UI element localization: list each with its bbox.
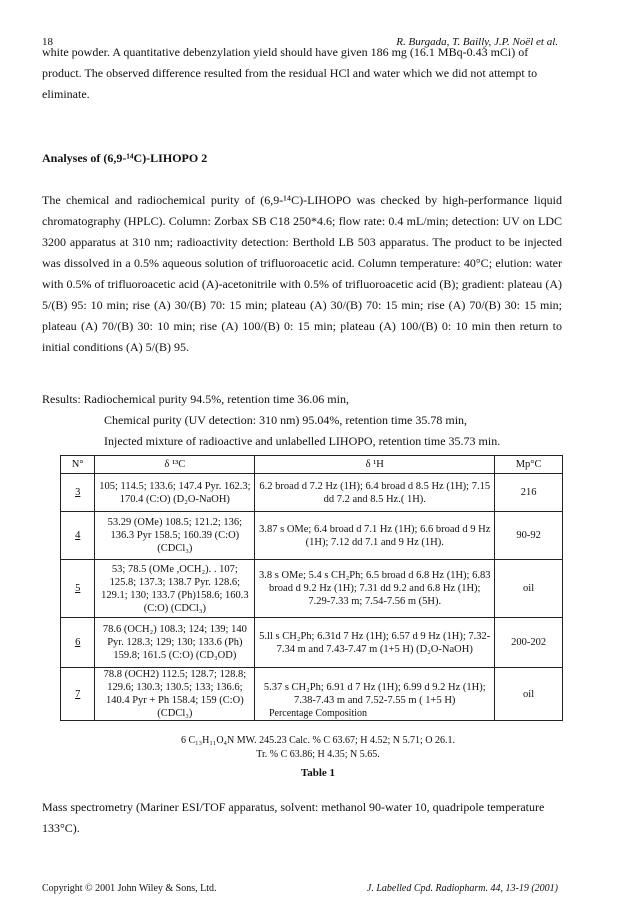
- footer-journal: J. Labelled Cpd. Radiopharm. 44, 13-19 (2001): [366, 883, 558, 894]
- col-header-n: N°: [61, 456, 95, 474]
- results-block: [42, 389, 562, 452]
- h1-shifts: 3.87 s OMe; 6.4 broad d 7.1 Hz (1H); 6.6 broad d 9 Hz (1H); 7.12 dd 7.1 and 9 Hz (1H).: [255, 512, 495, 560]
- results-line-3: Injected mixture of radioactive and unlabelled LIHOPO, retention time 35.73 min.: [104, 434, 501, 448]
- footer-copyright: Copyright © 2001 John Wiley & Sons, Ltd.: [42, 883, 217, 894]
- h1-shifts: 6.2 broad d 7.2 Hz (1H); 6.4 broad d 8.5 Hz (1H); 7.15 dd 7.2 and 8.5 Hz.( 1H).: [255, 474, 495, 512]
- page-number: 18: [42, 36, 53, 48]
- compound-number: 5: [61, 560, 95, 618]
- table-row: [61, 560, 563, 618]
- h1-shifts: 3.8 s OMe; 5.4 s CH₂Ph; 6.5 broad d 6.8 Hz (1H); 6.83 broad d 9.2 Hz (1H); 7.31 dd 9.2 and 6.8 Hz (1H); 7.29-7.33 m; 7.54-7.56 m (5H).: [255, 560, 495, 618]
- h1-shifts: 5.37 s CH₂Ph; 6.91 d 7 Hz (1H); 6.99 d 9.2 Hz (1H); 7.38-7.43 m and 7.52-7.55 m ( 1+5 H): [255, 668, 495, 721]
- paragraph-mass-spec: Mass spectrometry (Mariner ESI/TOF apparatus, solvent: methanol 90-water 10, quadripole temperature 133°C).: [42, 800, 545, 835]
- paragraph-hplc: The chemical and radiochemical purity of (6,9-¹⁴C)-LIHOPO was checked by high-performance liquid chromatography (HPLC). Column: Zorbax SB C18 250*4.6; flow rate: 0.4 mL/min; detection: UV on LDC 3200 apparatus at 310 nm; radioactivity detection: Berthold LB 503 apparatus. The product to be injected was dissolved in a 0.5% aqueous solution of trifluoroacetic acid. Column temperature: 40°C; elution: water with 0.5% of trifluoroacetic acid (A)-acetonitrile with 0.5% of trifluoroacetic acid (B); gradient: plateau (A) 5/(B) 95: 10 min; rise (A) 30/(B) 70: 15 min; plateau (A) 30/(B) 70: 15 min; rise (A) 70/(B) 30: 15 min; plateau (A) 70/(B) 30: 10 min; rise (A) 100/(B) 0: 15 min; plateau (A) 100/(B) 0: 10 min then return to initial conditions (A) 5/(B) 95.: [42, 193, 562, 354]
- paragraph-intro: white powder. A quantitative debenzylation yield should have given 186 mg (16.1 MBq-0.43 mCi) of product. The observed difference resulted from the residual HCl and water which we did not attempt to eliminate.: [42, 45, 538, 101]
- table-row: [61, 512, 563, 560]
- c13-shifts: 105; 114.5; 133.6; 147.4 Pyr. 162.3; 170.4 (C:O) (D₂O-NaOH): [95, 474, 255, 512]
- compound-number: 6: [61, 618, 95, 668]
- compound-number: 4: [61, 512, 95, 560]
- formula-line-2: Tr. % C 63.86; H 4.35; N 5.65.: [256, 749, 380, 760]
- section-heading: Analyses of (6,9-¹⁴C)-LIHOPO 2: [42, 151, 208, 165]
- h1-shifts: 5.ll s CH₂Ph; 6.31d 7 Hz (1H); 6.57 d 9 Hz (1H); 7.32-7.34 m and 7.43-7.47 m (1+5 H) (D₂O-NaOH): [255, 618, 495, 668]
- compound-number: 7: [61, 668, 95, 721]
- c13-shifts: 53.29 (OMe) 108.5; 121.2; 136; 136.3 Pyr 158.5; 160.39 (C:O) (CDCl₃): [95, 512, 255, 560]
- melting-point: 200-202: [495, 618, 563, 668]
- melting-point: oil: [495, 668, 563, 721]
- table-row: [61, 618, 563, 668]
- melting-point: 216: [495, 474, 563, 512]
- formula-line-1: 6 C₁₃H₁₁O₄N MW. 245.23 Calc. % C 63.67; H 4.52; N 5.71; O 26.1.: [180, 735, 455, 746]
- col-header-c13: δ ¹³C: [95, 456, 255, 474]
- table-header-row: [61, 456, 563, 474]
- nmr-data-table: [60, 455, 563, 721]
- c13-shifts: 78.6 (OCH₂) 108.3; 124; 139; 140 Pyr. 128.3; 129; 130; 133.6 (Ph) 159.8; 161.5 (C:O) (CD₃OD): [95, 618, 255, 668]
- table-row: [61, 474, 563, 512]
- c13-shifts: 53; 78.5 (OMe ,OCH₂). . 107; 125.8; 137.3; 138.7 Pyr. 128.6; 129.1; 130; 133.7 (Ph)158.6; 160.3 (C:O) (CDCl₃): [95, 560, 255, 618]
- melting-point: 90-92: [495, 512, 563, 560]
- col-header-h1: δ ¹H: [255, 456, 495, 474]
- table-caption: Percentage Composition: [268, 708, 368, 719]
- c13-shifts: 78.8 (OCH2) 112.5; 128.7; 128.8; 129.6; 130.3; 130.5; 133; 136.6; 140.4 Pyr + Ph 158.4; 159 (C:O) (CDCl₃): [95, 668, 255, 721]
- results-line-2: Chemical purity (UV detection: 310 nm) 95.04%, retention time 35.78 min,: [104, 413, 468, 427]
- col-header-mp: Mp°C: [495, 456, 563, 474]
- compound-number: 3: [61, 474, 95, 512]
- melting-point: oil: [495, 560, 563, 618]
- results-line-1: Results: Radiochemical purity 94.5%, retention time 36.06 min,: [42, 392, 349, 406]
- running-head: R. Burgada, T. Bailly, J.P. Noël et al.: [396, 36, 558, 48]
- table-label: Table 1: [300, 767, 336, 779]
